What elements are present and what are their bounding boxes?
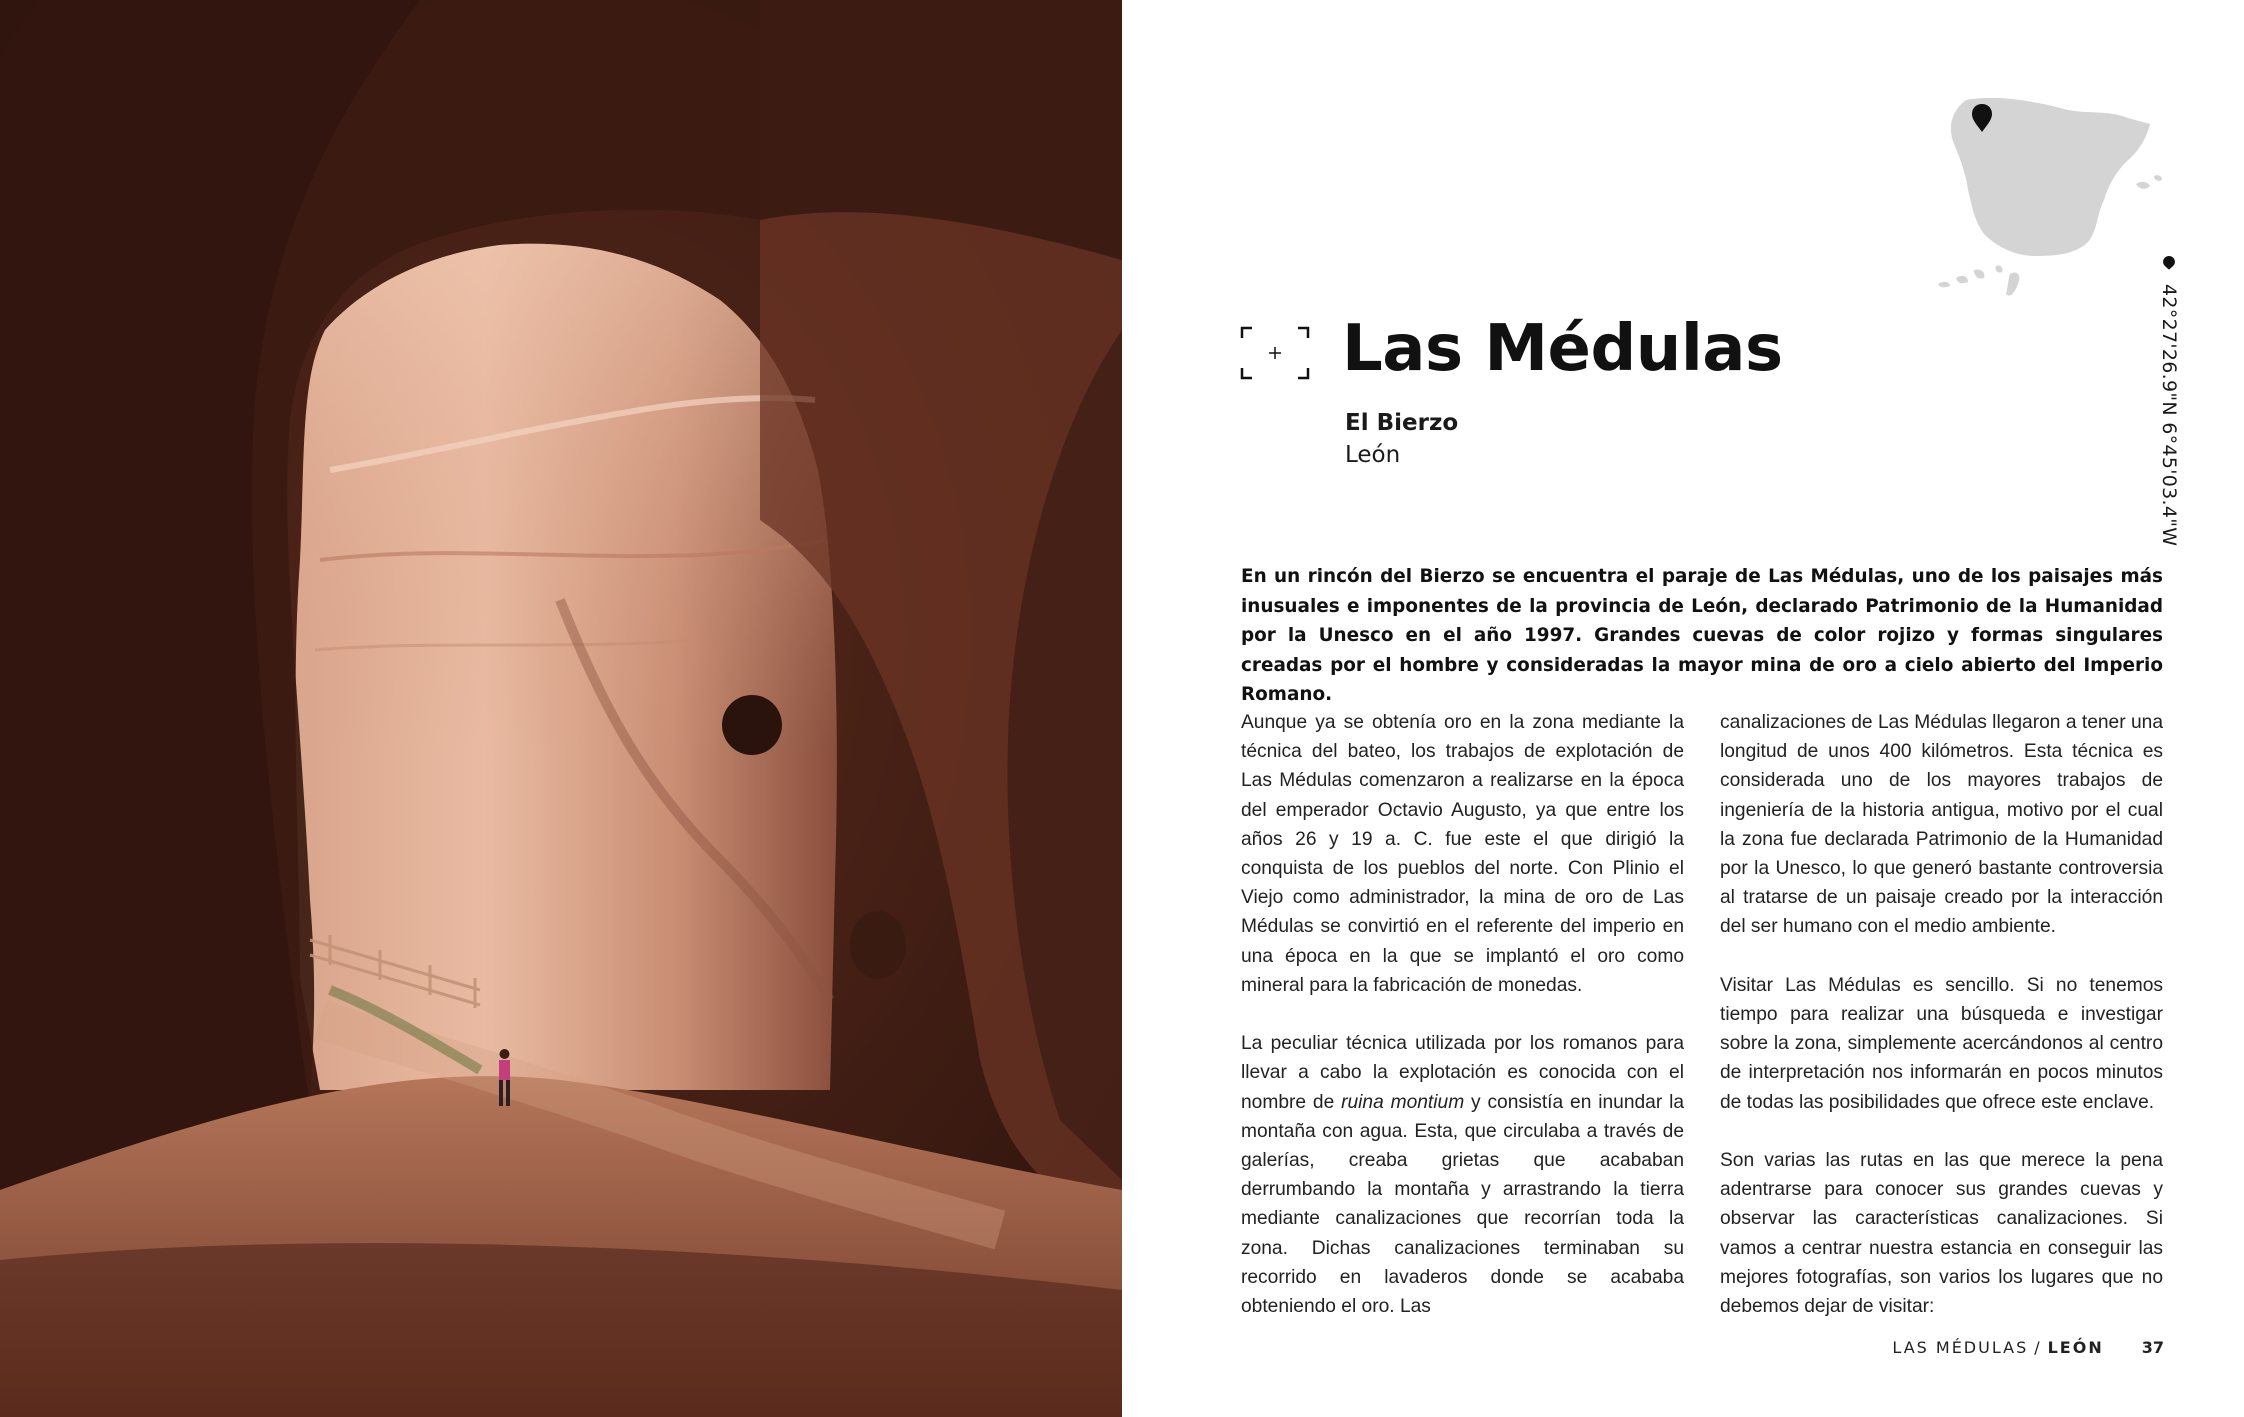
- province-label: León: [1345, 442, 1401, 468]
- footer-section: LAS MÉDULAS: [1892, 1338, 2029, 1357]
- page-footer: [1892, 1338, 2164, 1357]
- spain-map-icon: [1938, 88, 2168, 308]
- body-text: y consistía en inundar la montaña con agua. Esta, que circulaba a través de galerías, creaba grietas que acababan derrumbando la montaña y arrastrando la tierra mediante canalizaciones que recorrían toda la zona. Dichas canalizaciones terminaban su recorrido en lavaderos donde se acababa obteniendo el oro. Las: [1241, 1091, 1684, 1318]
- intro-paragraph: En un rincón del Bierzo se encuentra el paraje de Las Médulas, uno de los paisajes más inusuales e imponentes de la provincia de León, declarado Patrimonio de la Humanidad por la Unesco en el año 1997. Grandes cuevas de color rojizo y formas singulares creadas por el hombre y consideradas la mayor mina de oro a cielo abierto del Imperio Romano.: [1241, 566, 2163, 705]
- body-paragraph: canalizaciones de Las Médulas llegaron a tener una longitud de unos 400 kilómetros. Esta técnica es considerada uno de los mayores trabajos de ingeniería de la historia antigua, motivo por el cual la zona fue declarada Patrimonio de la Humanidad por la Unesco, lo que generó bastante controversia al tratarse de un paisaje creado por la interacción del ser humano con el medio ambiente.: [1720, 712, 2163, 938]
- coordinates: [2154, 256, 2184, 546]
- page-title: Las Médulas: [1342, 312, 1783, 386]
- body-italic-term: ruina montium: [1341, 1091, 1465, 1113]
- location-pin-icon: [2162, 256, 2176, 270]
- coordinates-text: 42°27'26.9"N 6°45'03.4"W: [2158, 283, 2180, 546]
- body-text: La peculiar técnica utilizada por los romanos para llevar a cabo la explotación es conocida con el nombre de: [1241, 1033, 1684, 1113]
- body-column-right: [1720, 708, 2163, 1321]
- focus-frame-icon: [1240, 326, 1310, 380]
- footer-province: LEÓN: [2047, 1338, 2104, 1357]
- footer-separator: /: [2034, 1338, 2042, 1357]
- body-paragraph: [1241, 1029, 1684, 1321]
- body-paragraph: Aunque ya se obtenía oro en la zona mediante la técnica del bateo, los trabajos de explotación de Las Médulas comenzaron a realizarse en la época del emperador Octavio Augusto, ya que entre los años 26 y 19 a. C. fue este el que dirigió la conquista de los pueblos del norte. Con Plinio el Viejo como administrador, la mina de oro de Las Médulas se convirtió en el referente del imperio en una época en la que se implantó el oro como mineral para la fabricación de monedas.: [1241, 712, 1684, 996]
- region-label: El Bierzo: [1345, 410, 1459, 436]
- page-number: 37: [2141, 1338, 2164, 1357]
- body-paragraph: Son varias las rutas en las que merece la pena adentrarse para conocer sus grandes cuevas y observar las características canalizaciones. Si vamos a centrar nuestra estancia en conseguir las mejores fotografías, son varios los lugares que no debemos dejar de visitar:: [1720, 1150, 2163, 1318]
- body-column-left: [1241, 708, 1684, 1321]
- body-paragraph: Visitar Las Médulas es sencillo. Si no tenemos tiempo para realizar una búsqueda e investigar sobre la zona, simplemente acercándonos al centro de interpretación nos informarán en pocos minutos de todas las posibilidades que ofrece este enclave.: [1720, 974, 2163, 1113]
